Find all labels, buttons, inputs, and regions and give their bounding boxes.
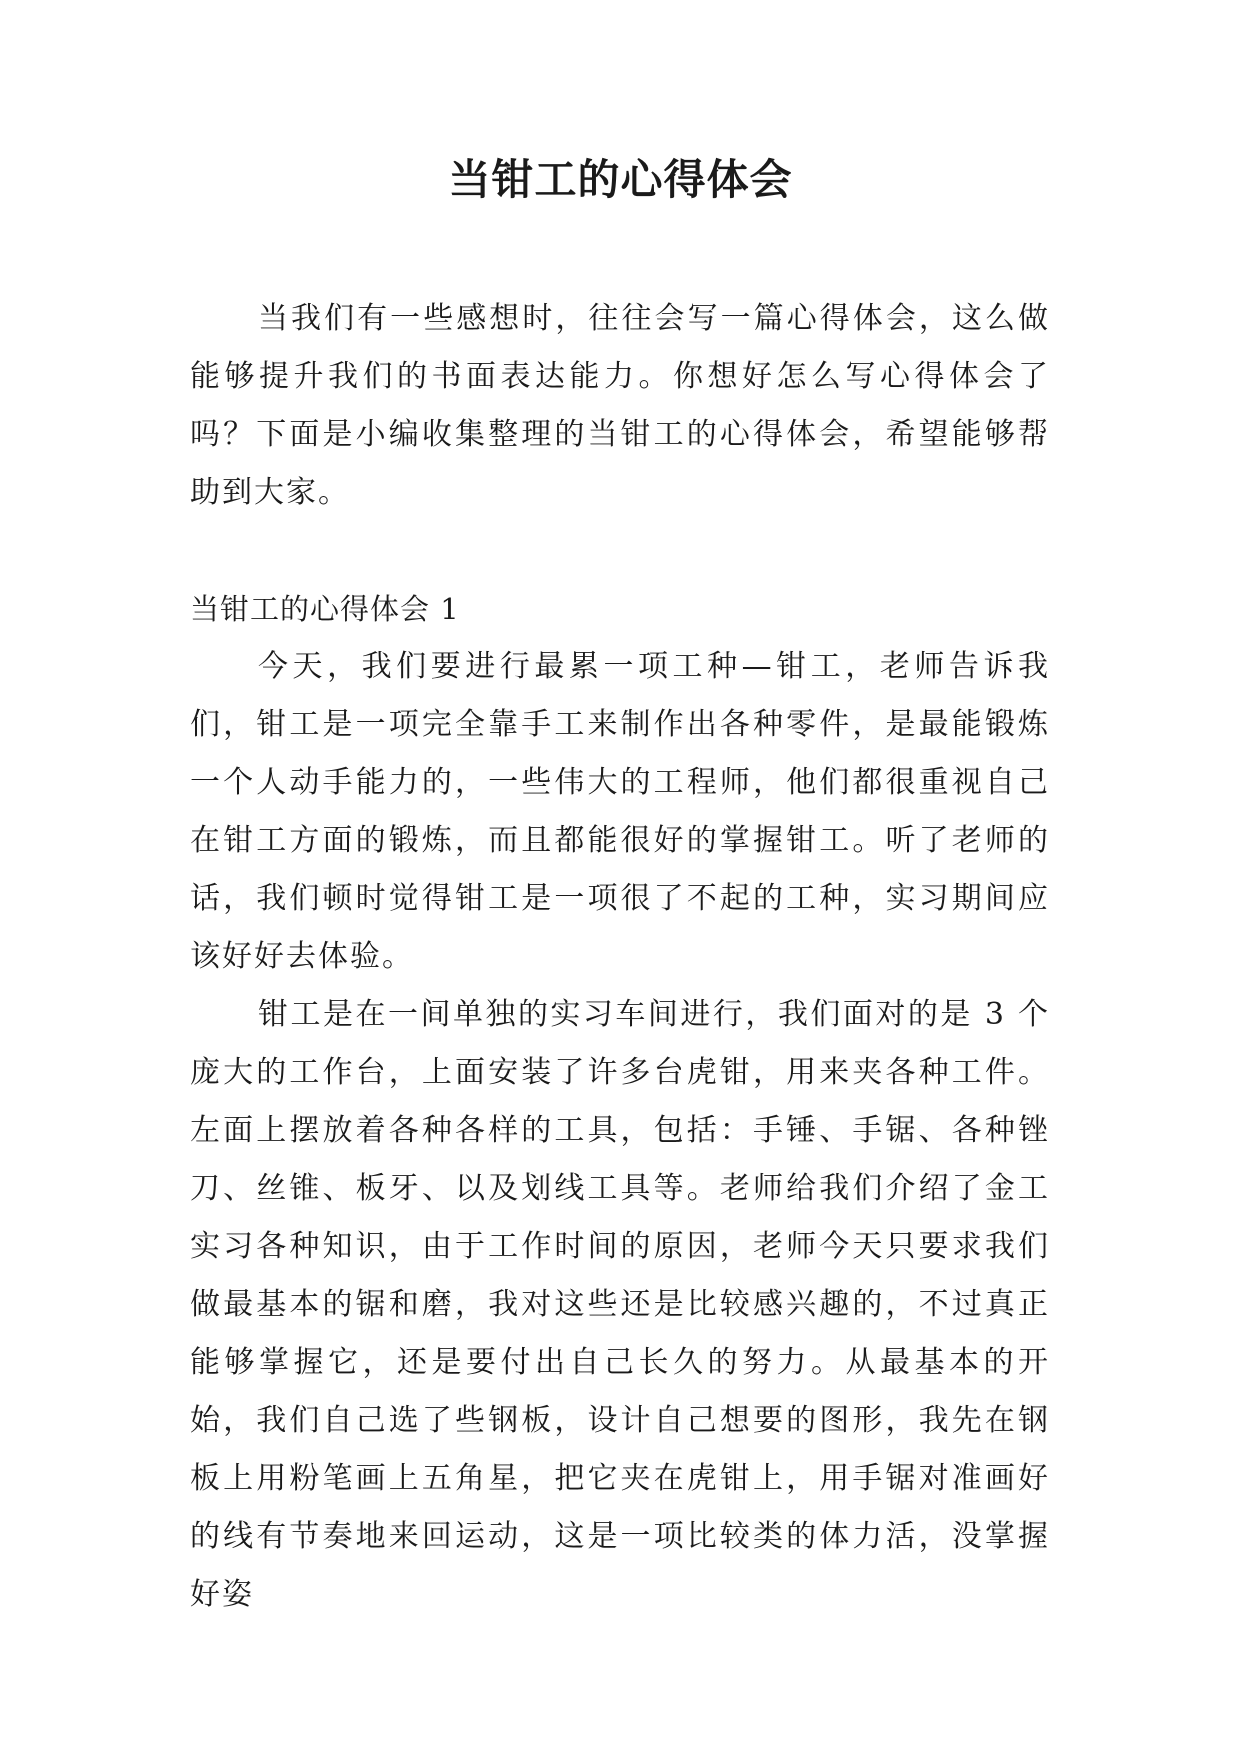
document-body <box>190 290 1050 1624</box>
body-paragraph: 今天，我们要进行最累一项工种—钳工，老师告诉我们，钳工是一项完全靠手工来制作出各种零件，是最能锻炼一个人动手能力的，一些伟大的工程师，他们都很重视自己在钳工方面的锻炼，而且都能很好的掌握钳工。听了老师的话，我们顿时觉得钳工是一项很了不起的工种，实习期间应该好好去体验。 <box>190 649 1050 974</box>
document-title: 当钳工的心得体会 <box>448 155 793 204</box>
body-paragraph: 钳工是在一间单独的实习车间进行，我们面对的是 3 个庞大的工作台，上面安装了许多台虎钳，用来夹各种工件。左面上摆放着各种各样的工具，包括：手锤、手锯、各种锉刀、丝锥、板牙、以及划线工具等。老师给我们介绍了金工实习各种知识，由于工作时间的原因，老师今天只要求我们做最基本的锯和磨，我对这些还是比较感兴趣的，不过真正能够掌握它，还是要付出自己长久的努力。从最基本的开始，我们自己选了些钢板，设计自己想要的图形，我先在钢板上用粉笔画上五角星，把它夹在虎钳上，用手锯对准画好的线有节奏地来回运动，这是一项比较类的体力活，没掌握好姿 <box>190 997 1050 1612</box>
intro-paragraph: 当我们有一些感想时，往往会写一篇心得体会，这么做能够提升我们的书面表达能力。你想好怎么写心得体会了吗？下面是小编收集整理的当钳工的心得体会，希望能够帮助到大家。 <box>190 301 1050 510</box>
section-heading: 当钳工的心得体会 1 <box>190 592 460 626</box>
